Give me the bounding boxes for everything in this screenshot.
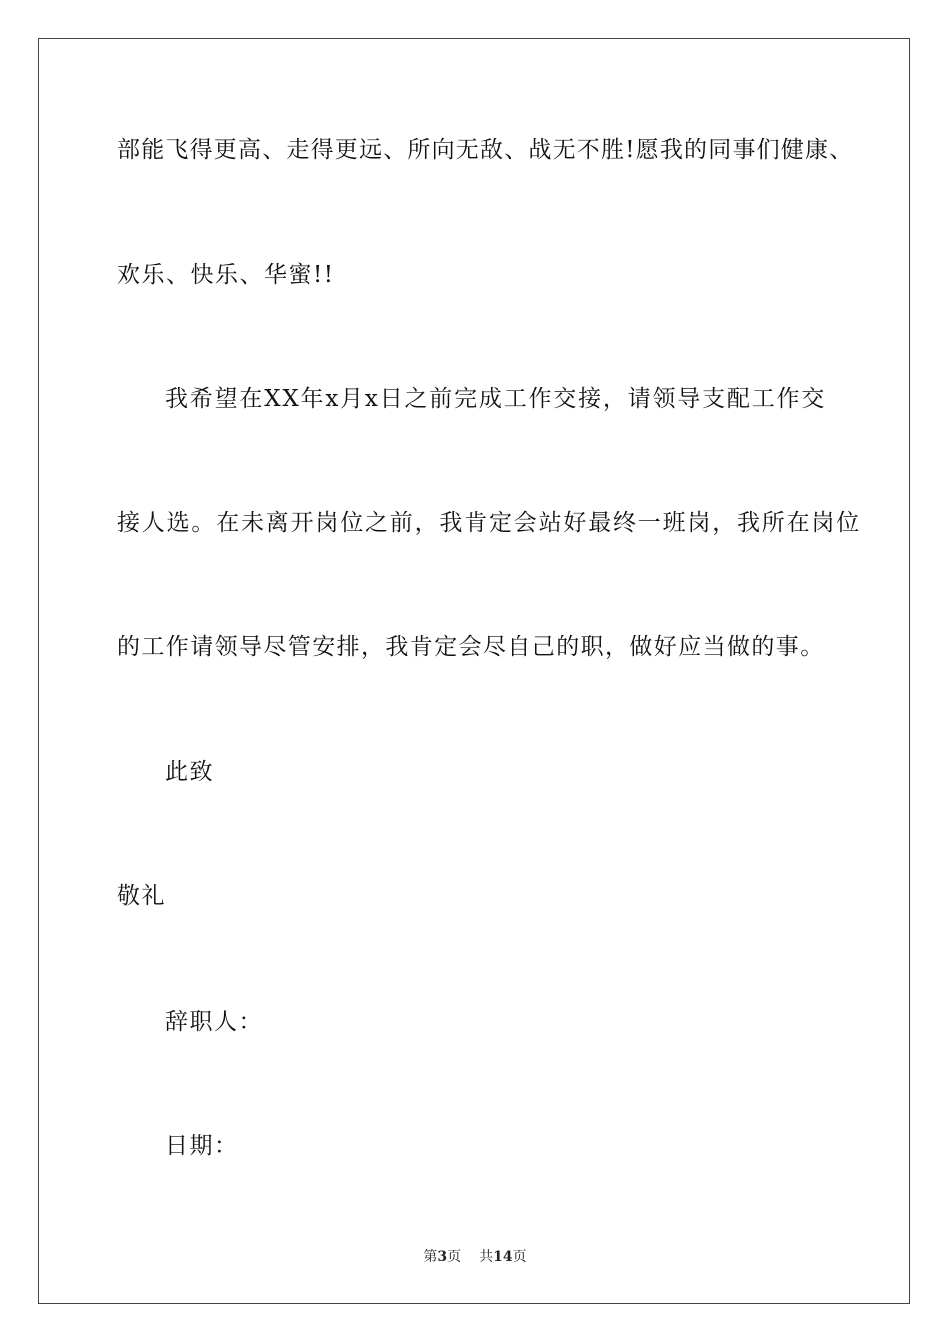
total-prefix: 共 bbox=[479, 1249, 494, 1265]
closing-salutation: 此致 bbox=[165, 759, 214, 785]
page-prefix: 第 bbox=[423, 1249, 438, 1265]
resigner-label: 辞职人： bbox=[165, 1009, 263, 1035]
closing-regards: 敬礼 bbox=[117, 883, 166, 909]
page-suffix: 页 bbox=[447, 1249, 462, 1265]
page-footer bbox=[0, 1248, 950, 1266]
total-suffix: 页 bbox=[512, 1249, 527, 1265]
paragraph-line-5: 的工作请领导尽管安排，我肯定会尽自己的职，做好应当做的事。 bbox=[117, 634, 825, 660]
page-number: 3 bbox=[437, 1249, 448, 1265]
paragraph-line-1: 部能飞得更高、走得更远、所向无敌、战无不胜!愿我的同事们健康、 bbox=[117, 137, 854, 163]
paragraph-line-3: 我希望在XX年x月x日之前完成工作交接，请领导支配工作交 bbox=[165, 386, 827, 412]
paragraph-line-4: 接人选。在未离开岗位之前，我肯定会站好最终一班岗，我所在岗位 bbox=[117, 510, 861, 536]
total-pages: 14 bbox=[493, 1249, 513, 1265]
date-label: 日期： bbox=[165, 1133, 239, 1159]
paragraph-line-2: 欢乐、快乐、华蜜!! bbox=[117, 262, 335, 288]
page-frame bbox=[38, 38, 910, 1304]
